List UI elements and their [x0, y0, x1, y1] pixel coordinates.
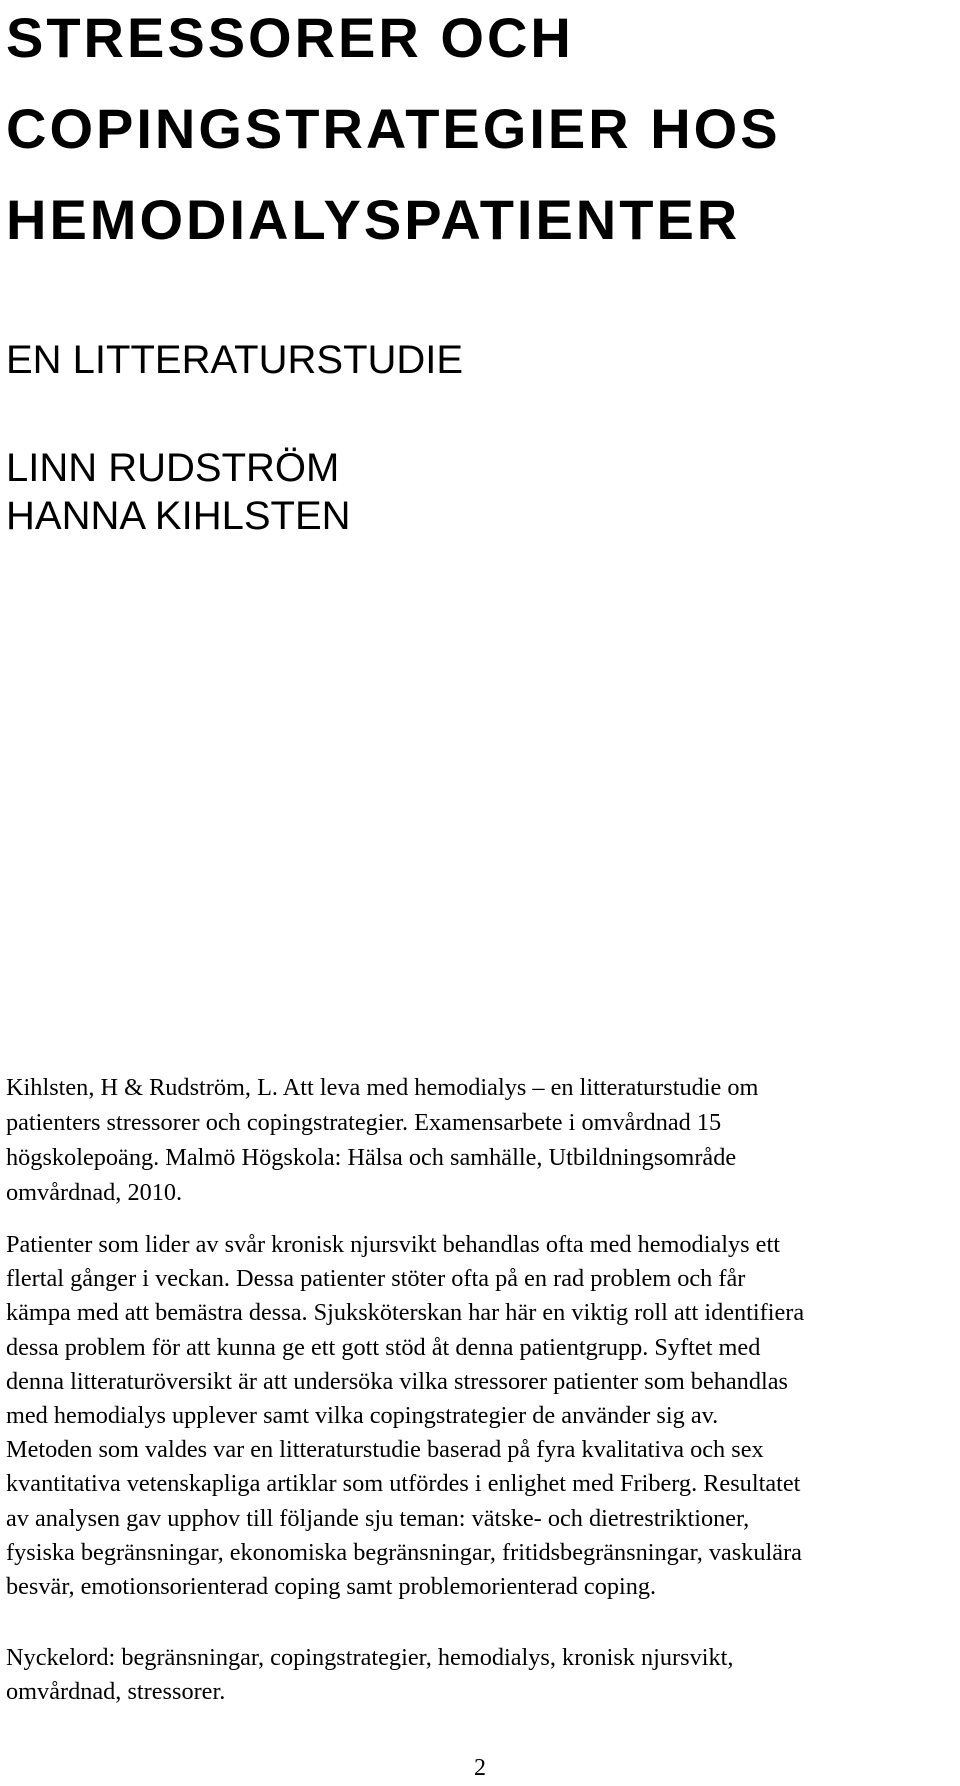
keywords-line: Nyckelord: begränsningar, copingstrategier, hemodialys, kronisk njursvikt, [6, 1644, 734, 1671]
keywords-paragraph [6, 1641, 951, 1709]
abstract-line: dessa problem för att kunna ge ett gott stöd åt denna patientgrupp. Syftet med [6, 1333, 761, 1361]
reference-line: högskolepoäng. Malmö Högskola: Hälsa och samhälle, Utbildningsområde [6, 1144, 737, 1171]
reference-line: omvårdnad, 2010. [6, 1179, 183, 1206]
abstract-line: fysiska begränsningar, ekonomiska begränsningar, fritidsbegränsningar, vaskulära [6, 1538, 802, 1566]
author-list [6, 444, 351, 540]
abstract-line: med hemodialys upplever samt vilka copingstrategier de använder sig av. [6, 1402, 719, 1430]
author-name: HANNA KIHLSTEN [6, 494, 351, 538]
abstract-line: kämpa med att bemästra dessa. Sjuksköterskan har här en viktig roll att identifiera [6, 1299, 805, 1327]
abstract-line: besvär, emotionsorienterad coping samt problemorienterad coping. [6, 1573, 657, 1601]
author-name: LINN RUDSTRÖM [6, 446, 340, 490]
reference-line: Kihlsten, H & Rudström, L. Att leva med hemodialys – en litteraturstudie om [6, 1074, 759, 1101]
abstract-paragraph [6, 1228, 951, 1604]
title-line-3: HEMODIALYSPATIENTER [6, 188, 741, 251]
abstract-line: kvantitativa vetenskapliga artiklar som utfördes i enlighet med Friberg. Resultatet [6, 1470, 801, 1498]
citation-reference [6, 1070, 946, 1210]
document-subtitle: EN LITTERATURSTUDIE [6, 338, 464, 382]
document-title [6, 0, 946, 265]
abstract-line: Patienter som lider av svår kronisk njursvikt behandlas ofta med hemodialys ett [6, 1231, 780, 1258]
page-number: 2 [474, 1755, 486, 1781]
reference-line: patienters stressorer och copingstrategier. Examensarbete i omvårdnad 15 [6, 1109, 722, 1136]
abstract-line: denna litteraturöversikt är att undersöka vilka stressorer patienter som behandlas [6, 1367, 788, 1395]
abstract-line: Metoden som valdes var en litteraturstudie baserad på fyra kvalitativa och sex [6, 1436, 764, 1464]
abstract-line: av analysen gav upphov till följande sju teman: vätske- och dietrestriktioner, [6, 1504, 750, 1532]
abstract-line: flertal gånger i veckan. Dessa patienter stöter ofta på en rad problem och får [6, 1265, 746, 1293]
title-line-2: COPINGSTRATEGIER HOS [6, 97, 781, 160]
title-line-1: STRESSORER OCH [6, 6, 574, 69]
keywords-line: omvårdnad, stressorer. [6, 1678, 226, 1705]
